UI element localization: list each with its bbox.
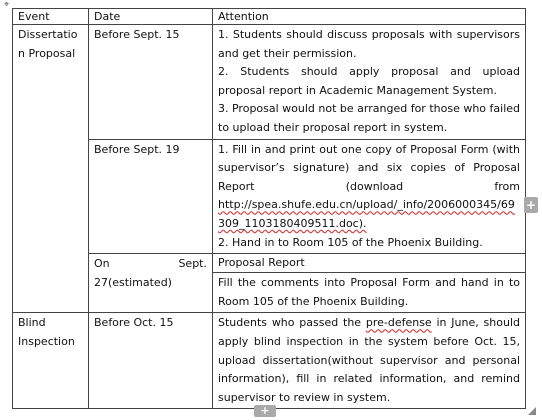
date-label: Before Sept. 19 bbox=[94, 142, 180, 156]
header-cell-attention[interactable] bbox=[213, 9, 526, 25]
date-line bbox=[94, 255, 207, 274]
date-cell[interactable] bbox=[89, 139, 213, 254]
date-estimated-label: 27(estimated) bbox=[94, 275, 172, 289]
proposal-report-text: Fill the comments into Proposal Form and hand in to Room 105 of the Phoenix Building. bbox=[218, 276, 520, 308]
attention-cell[interactable] bbox=[213, 139, 526, 254]
table-resize-grip-icon[interactable] bbox=[526, 405, 536, 415]
attention-item: 1. Fill in and print out one copy of Proposal Form (with supervisor’s signature) and six copies of Proposal Report (download from bbox=[218, 142, 520, 193]
proposal-report-title: Proposal Report bbox=[213, 254, 525, 273]
event-label: Blind Inspection bbox=[18, 316, 75, 348]
date-month-label: Sept. bbox=[178, 257, 207, 271]
attention-cell[interactable] bbox=[213, 313, 526, 409]
spellcheck-word: pre-defense bbox=[365, 316, 432, 330]
event-label: Dissertation Proposal bbox=[18, 28, 78, 60]
date-label: Before Sept. 15 bbox=[94, 28, 180, 41]
document-table-container bbox=[12, 8, 525, 409]
header-cell-event[interactable] bbox=[13, 9, 89, 25]
table-row bbox=[13, 313, 526, 409]
table-row bbox=[13, 254, 526, 313]
date-cell[interactable] bbox=[89, 313, 213, 409]
event-cell-dissertation-proposal[interactable] bbox=[13, 25, 89, 313]
attention-item: 3. Proposal would not be arranged for those who failed to upload their proposal report in system. bbox=[218, 102, 521, 134]
date-on-label: On bbox=[94, 257, 110, 271]
header-attention-label: Attention bbox=[218, 10, 269, 23]
attention-item: 2. Hand in to Room 105 of the Phoenix Building. bbox=[218, 235, 483, 249]
attention-cell[interactable] bbox=[213, 254, 526, 313]
event-cell-blind-inspection[interactable] bbox=[13, 313, 89, 409]
header-event-label: Event bbox=[18, 10, 50, 23]
attention-item: 1. Students should discuss proposals with supervisors and get their permission. bbox=[218, 28, 520, 60]
date-label: Before Oct. 15 bbox=[94, 316, 174, 330]
date-cell[interactable] bbox=[89, 254, 213, 313]
table-row bbox=[13, 139, 526, 254]
header-cell-date[interactable] bbox=[89, 9, 213, 25]
add-row-plus-icon[interactable]: + bbox=[254, 405, 276, 417]
download-link[interactable]: http://spea.shufe.edu.cn/upload/_info/2006000345/69309_1103180409511.doc). bbox=[218, 198, 515, 230]
attention-item: 2. Students should apply proposal and upload proposal report in Academic Management System. bbox=[218, 65, 520, 97]
table-header-row bbox=[13, 9, 526, 25]
schedule-table bbox=[12, 8, 526, 409]
blind-text-before: Students who passed the bbox=[218, 316, 362, 330]
attention-item-url bbox=[218, 196, 520, 233]
header-date-label: Date bbox=[94, 10, 121, 23]
date-cell[interactable] bbox=[89, 25, 213, 140]
table-move-icon[interactable]: ⌖ bbox=[3, 0, 10, 10]
attention-cell[interactable] bbox=[213, 25, 526, 140]
table-row bbox=[13, 25, 526, 140]
add-column-plus-icon[interactable]: + bbox=[525, 198, 537, 212]
blind-text-after: in June, should apply blind inspection in the system before Oct. 15, upload dissertation(without supervisor and personal information), fill in related information, and remind supervisor to review in system. bbox=[218, 316, 520, 404]
